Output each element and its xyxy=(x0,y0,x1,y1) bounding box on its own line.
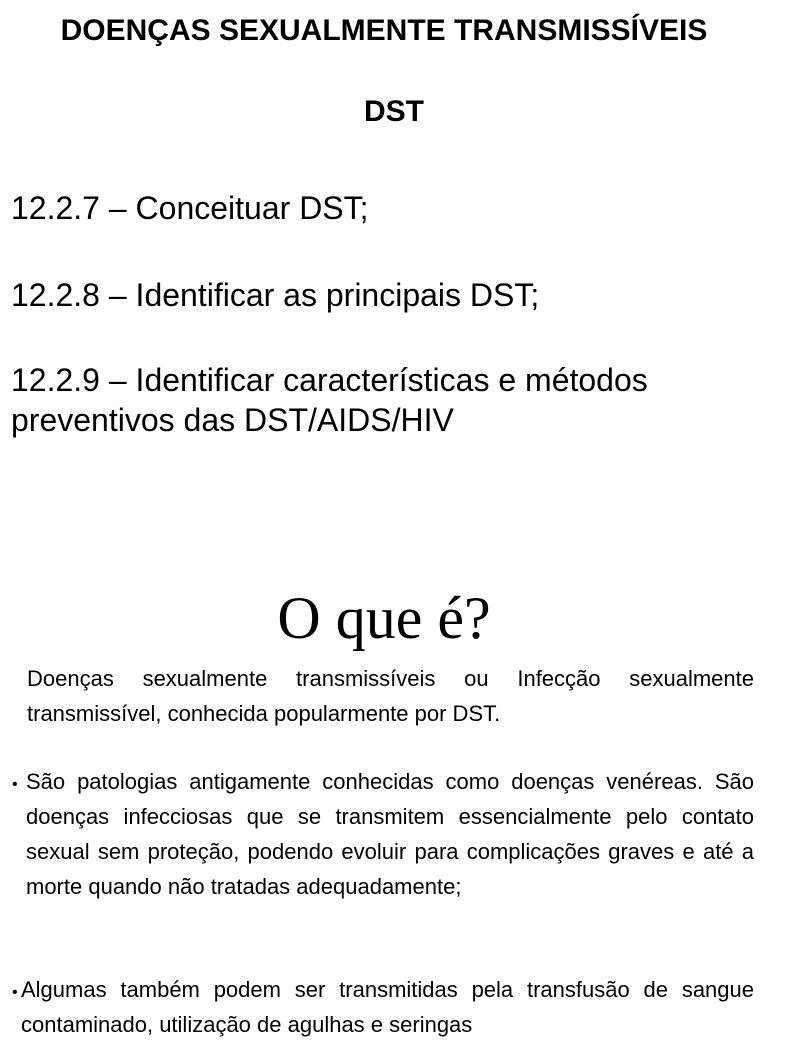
bullet-text: Algumas também podem ser transmitidas pela transfusão de sangue contaminado, utilização de agulhas e seringas xyxy=(21,977,754,1037)
document-subtitle: DST xyxy=(364,95,424,128)
objective-item: 12.2.9 – Identificar características e métodos preventivos das DST/AIDS/HIV xyxy=(11,362,648,438)
document-title: DOENÇAS SEXUALMENTE TRANSMISSÍVEIS xyxy=(60,14,708,47)
bullet-marker: • xyxy=(12,776,18,793)
bullet-text: São patologias antigamente conhecidas como doenças venéreas. São doenças infecciosas que se transmitem essencialmente pelo contato sexual sem proteção, podendo evoluir para complicações graves e até a morte quando não tratadas adequadamente; xyxy=(26,769,754,899)
bullet-item xyxy=(12,764,754,904)
section-heading: O que é? xyxy=(277,585,491,651)
definition-paragraph: Doenças sexualmente transmissíveis ou Infecção sexualmente transmissível, conhecida popularmente por DST. xyxy=(27,666,754,726)
objective-item: 12.2.8 – Identificar as principais DST; xyxy=(11,277,540,313)
objective-item: 12.2.7 – Conceituar DST; xyxy=(11,190,369,226)
bullet-item xyxy=(12,972,754,1042)
bullet-marker: • xyxy=(12,984,18,1001)
